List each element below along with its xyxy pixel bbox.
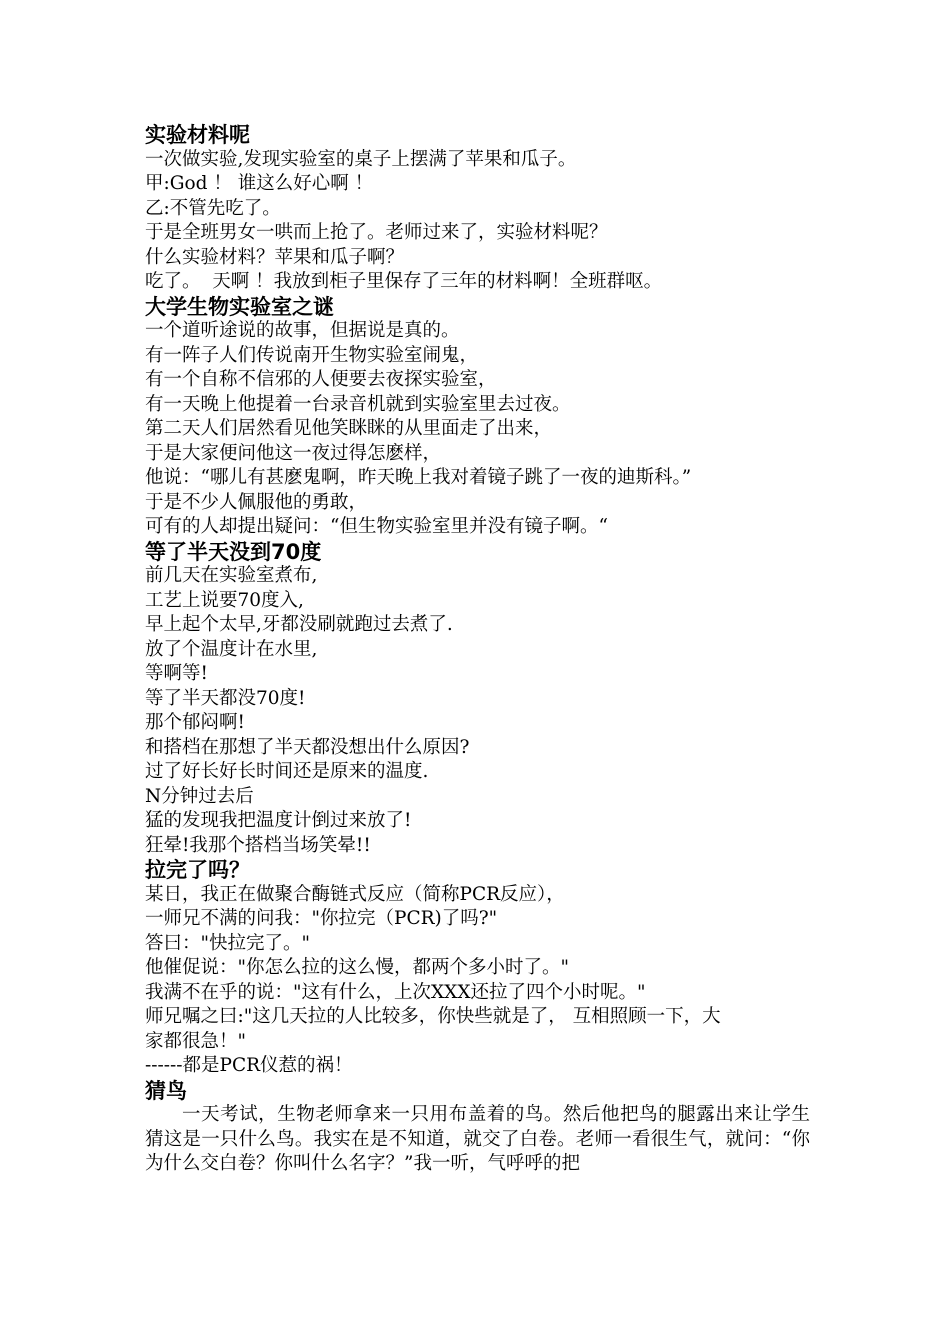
section-pcr xyxy=(145,858,810,1079)
text-line: 有一个自称不信邪的人便要去夜探实验室， xyxy=(145,369,497,390)
section-guess-bird xyxy=(145,1079,810,1177)
section-title: 等了半天没到70度 xyxy=(145,539,322,564)
text-line: 一次做实验,发现实验室的桌子上摆满了苹果和瓜子。 xyxy=(145,148,577,170)
text-line: 工艺上说要70度入, xyxy=(145,589,304,611)
text-line: 我满不在乎的说："这有什么，上次XXX还拉了四个小时呢。" xyxy=(145,981,646,1003)
section-title: 实验材料呢 xyxy=(145,123,250,147)
text-line: 第二天人们居然看见他笑眯眯的从里面走了出来， xyxy=(145,418,553,439)
text-line: 他催促说："你怎么拉的这么慢，都两个多小时了。" xyxy=(145,957,570,978)
text-line: 狂晕!我那个搭档当场笑晕!! xyxy=(145,834,371,856)
document-page xyxy=(145,123,810,1177)
text-line: 一个道听途说的故事，但据说是真的。 xyxy=(145,320,460,341)
text-line: 一师兄不满的问我："你拉完（PCR)了吗?" xyxy=(145,908,498,929)
text-line: 等了半天都没70度! xyxy=(145,687,306,709)
text-line: 可有的人却提出疑问：“但生物实验室里并没有镜子啊。“ xyxy=(145,516,608,537)
text-line: 有一天晚上他提着一台录音机就到实验室里去过夜。 xyxy=(145,393,571,415)
text-line: 什么实验材料？苹果和瓜子啊？ xyxy=(145,246,405,268)
text-line: 放了个温度计在水里, xyxy=(145,638,318,660)
text-line: 于是全班男女一哄而上抢了。老师过来了，实验材料呢？ xyxy=(145,222,608,243)
section-bio-lab-mystery xyxy=(145,295,810,540)
text-line: 早上起个太早,牙都没刷就跑过去煮了. xyxy=(145,614,453,635)
text-line: 吃了。 天啊 ！我放到柜子里保存了三年的材料啊！全班群呕。 xyxy=(145,271,663,292)
text-line: 答曰："快拉完了。" xyxy=(145,932,311,954)
paragraph: 一天考试，生物老师拿来一只用布盖着的鸟。然后他把鸟的腿露出来让学生猜这是一只什么鸟。我实在是不知道，就交了白卷。老师一看很生气，就问：“你为什么交白卷？你叫什么名字？”我一听，气呼呼的把 xyxy=(145,1104,810,1174)
text-line: 和搭档在那想了半天都没想出什么原因? xyxy=(145,736,470,758)
section-70-degrees xyxy=(145,540,810,859)
text-line: 他说：“哪儿有甚麽鬼啊，昨天晚上我对着镜子跳了一夜的迪斯科。” xyxy=(145,467,692,488)
text-line: 某日，我正在做聚合酶链式反应（简称PCR反应）， xyxy=(145,883,565,905)
text-line: 家都很急！" xyxy=(145,1030,247,1052)
text-line: 过了好长好长时间还是原来的温度. xyxy=(145,761,429,782)
text-line: 师兄嘱之曰:"这几天拉的人比较多，你快些就是了， 互相照顾一下，大 xyxy=(145,1006,721,1027)
text-line: ------都是PCR仪惹的祸！ xyxy=(145,1055,353,1076)
section-title: 猜鸟 xyxy=(145,1078,187,1103)
text-line: N分钟过去后 xyxy=(145,785,254,807)
section-title: 拉完了吗？ xyxy=(145,858,250,882)
text-line: 那个郁闷啊! xyxy=(145,712,245,733)
text-line: 猛的发现我把温度计倒过来放了! xyxy=(145,810,412,831)
text-line: 甲:God ！ 谁这么好心啊 ！ xyxy=(145,173,374,194)
text-line: 乙:不管先吃了。 xyxy=(145,197,281,219)
section-experiment-materials xyxy=(145,123,810,295)
text-line: 于是不少人佩服他的勇敢， xyxy=(145,491,368,513)
text-line: 于是大家便问他这一夜过得怎麽样， xyxy=(145,442,442,464)
text-line: 等啊等! xyxy=(145,663,208,684)
section-title: 大学生物实验室之谜 xyxy=(145,294,334,319)
text-line: 前几天在实验室煮布, xyxy=(145,565,318,586)
text-line: 有一阵子人们传说南开生物实验室闹鬼， xyxy=(145,344,479,366)
